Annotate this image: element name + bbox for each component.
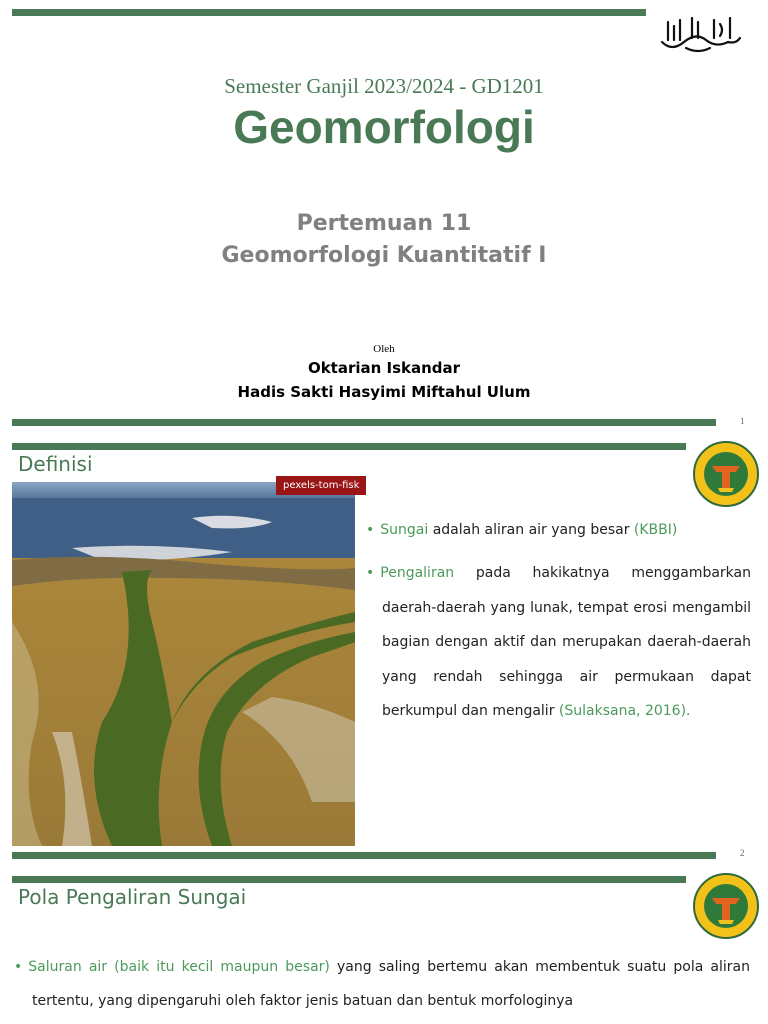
page-number: 2 [740,848,745,858]
reference: (KBBI) [633,522,678,538]
slide-bottom-bar [12,419,716,426]
bullet-item [366,513,751,548]
bullet-dot: • [14,959,23,975]
slide-top-bar [12,443,686,450]
term: Saluran air (baik itu kecil maupun besar) [28,959,330,975]
slide-heading: Pola Pengaliran Sungai [18,885,247,909]
bullet-dot: • [366,522,375,538]
slide-title: Geomorfologi [233,101,535,153]
bullet-dot: • [366,565,375,581]
bullet-item [366,556,751,729]
bullet-text: yang saling bertemu akan membentuk suatu pola aliran tertentu, yang dipengaruhi oleh faktor jenis batuan dan bentuk morfologinya [32,959,750,1009]
bullet-item [14,950,750,1018]
bismillah-calligraphy [658,12,744,56]
author-name: Oktarian Iskandar [307,359,461,377]
term: Pengaliran [380,565,455,581]
meeting-number: Pertemuan 11 [296,211,472,236]
author-name: Hadis Sakti Hasyimi Miftahul Ulum [237,383,531,401]
course-subtitle: Semester Ganjil 2023/2024 - GD1201 [224,74,544,98]
term: Sungai [380,522,429,538]
slide-bottom-bar [12,852,716,859]
photo-credit-badge: pexels-tom-fisk [276,476,366,495]
by-label: Oleh [373,343,395,355]
slide-top-bar [12,876,686,883]
river-photo [12,482,355,846]
meeting-topic: Geomorfologi Kuantitatif I [221,243,547,268]
meeting-block [0,208,768,272]
bullet-text: adalah aliran air yang besar [428,522,634,538]
faculty-logo [692,440,760,508]
reference: (Sulaksana, 2016). [558,703,691,719]
bullet-text: pada hakikatnya menggambarkan daerah-daerah yang lunak, tempat erosi mengambil bagian dengan aktif dan merupakan daerah-daerah yang rendah sehingga air permukaan dapat berkumpul dan mengalir [382,565,751,719]
top-bar [12,9,646,16]
faculty-logo [692,872,760,940]
slide-heading: Definisi [18,452,93,476]
page-number: 1 [740,416,745,426]
